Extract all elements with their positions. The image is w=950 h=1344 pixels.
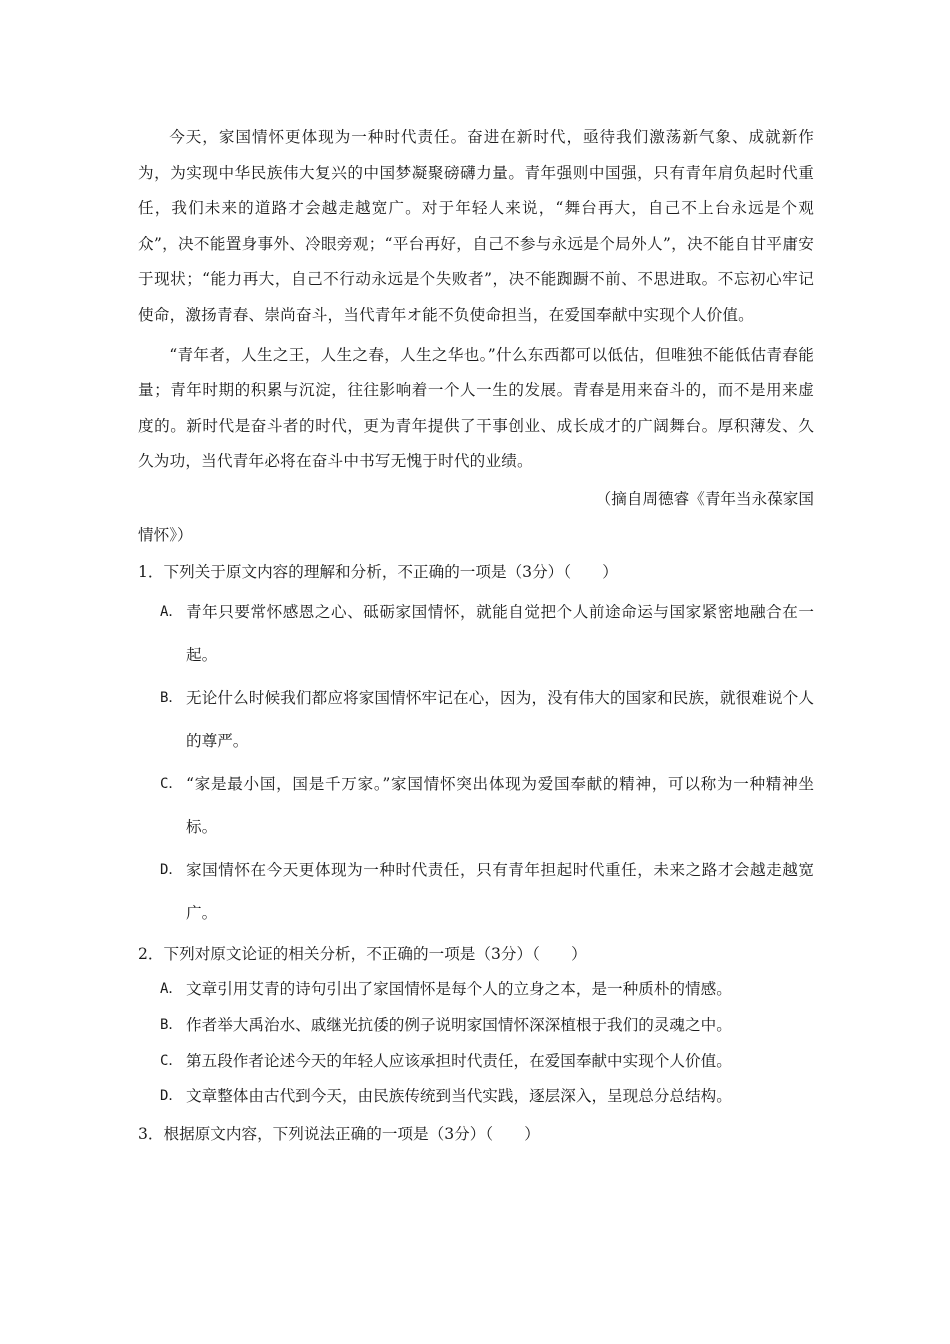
question-stem: 2．下列对原文论证的相关分析，不正确的一项是（3分）（ ） [138,944,587,963]
option-text: 青年只要常怀感恩之心、砥砺家国情怀，就能自觉把个人前途命运与国家紧密地融合在一起。 [186,602,814,664]
question-stem: 3．根据原文内容，下列说法正确的一项是（3分）（ ） [138,1124,540,1143]
option-letter: A． [160,981,183,998]
option-d[interactable] [138,1079,814,1115]
option-a[interactable] [138,972,814,1008]
option-b[interactable] [138,1008,814,1044]
option-text: 无论什么时候我们都应将家国情怀牢记在心，因为，没有伟大的国家和民族，就很难说个人的尊严。 [186,688,814,750]
option-letter: A． [160,603,183,620]
option-letter: C． [160,775,183,792]
question-3 [138,1117,814,1153]
passage-paragraph: “青年者，人生之王，人生之春，人生之华也。”什么东西都可以低估，但唯独不能低估青春能量；青年时期的积累与沉淀，往往影响着一个人一生的发展。青春是用来奋斗的，而不是用来虚度的。新时代是奋斗者的时代，更为青年提供了干事创业、成长成才的广阔舞台。厚积薄发、久久为功，当代青年必将在奋斗中书写无愧于时代的业绩。 [138,345,814,471]
passage-paragraph: 今天，家国情怀更体现为一种时代责任。奋进在新时代，亟待我们激荡新气象、成就新作为，为实现中华民族伟大复兴的中国梦凝聚磅礴力量。青年强则中国强，只有青年肩负起时代重任，我们未来的道路才会越走越宽广。对于年轻人来说，“舞台再大，自己不上台永远是个观众”，决不能置身事外、冷眼旁观；“平台再好，自己不参与永远是个局外人”，决不能自甘平庸安于现状；“能力再大，自己不行动永远是个失败者”，决不能踟蹰不前、不思进取。不忘初心牢记使命，激扬青春、崇尚奋斗，当代青年オ能不负使命担当，在爱国奉献中实现个人价值。 [138,128,814,324]
option-text: 作者举大禹治水、戚继光抗倭的例子说明家国情怀深深植根于我们的灵魂之中。 [186,1015,732,1034]
option-d[interactable] [138,849,814,935]
option-text: 文章整体由古代到今天，由民族传统到当代实践，逐层深入，呈现总分总结构。 [186,1087,732,1106]
option-b[interactable] [138,677,814,763]
option-letter: D． [160,1088,183,1105]
option-text: 家国情怀在今天更体现为一种时代责任，只有青年担起时代重任，未来之路才会越走越宽广。 [186,860,814,922]
passage-source [138,482,814,553]
option-letter: D． [160,861,183,878]
option-text: 文章引用艾青的诗句引出了家国情怀是每个人的立身之本，是一种质朴的情感。 [186,980,732,999]
passage [138,120,814,553]
option-c[interactable] [138,1044,814,1080]
question-stem: 1．下列关于原文内容的理解和分析，不正确的一项是（3分）（ ） [138,563,618,582]
option-letter: B． [160,689,183,706]
option-letter: C． [160,1052,183,1069]
option-c[interactable] [138,763,814,849]
exam-page [138,120,814,1152]
option-text: “家是最小国，国是千万家。”家国情怀突出体现为爱国奉献的精神，可以称为一种精神坐标。 [186,774,814,836]
source-line: 情怀》） [138,525,193,544]
option-text: 第五段作者论述今天的年轻人应该承担时代责任，在爱国奉献中实现个人价值。 [186,1051,732,1070]
source-line: （摘自周德睿《青年当永葆家国 [595,489,814,508]
question-2 [138,937,814,1115]
option-a[interactable] [138,591,814,677]
question-1 [138,555,814,935]
option-letter: B． [160,1016,183,1033]
